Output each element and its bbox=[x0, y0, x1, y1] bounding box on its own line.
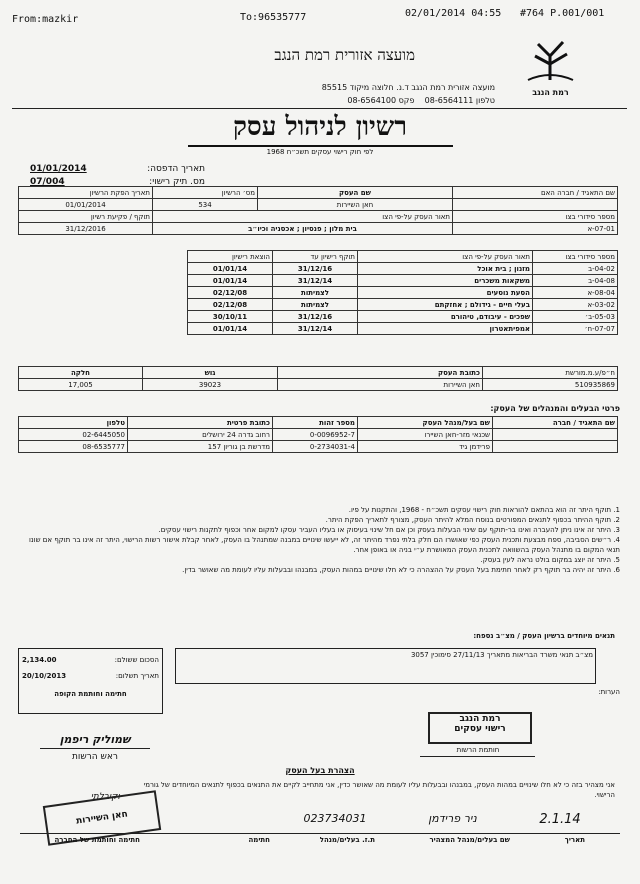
h-business-name: שם העסק bbox=[258, 187, 453, 199]
stamp-line1: רמת הנגב bbox=[459, 714, 501, 724]
owner-id: 0-2734031-4 bbox=[273, 441, 358, 453]
business-name: חאן השיירות bbox=[258, 199, 453, 211]
h-company-no: ח״פ/ע.מ.מורשת bbox=[483, 367, 618, 379]
h-validity: תוקף / פקיעת רשיון bbox=[19, 211, 153, 223]
owners-table bbox=[18, 416, 618, 453]
table-row bbox=[19, 323, 618, 335]
fax-to: To:96535777 bbox=[240, 12, 307, 23]
tree-icon bbox=[523, 36, 578, 84]
h-corp: שם התאגיד / חברה bbox=[493, 417, 618, 429]
h-issue-date: תאריך הפקת הרשיון bbox=[19, 187, 153, 199]
title-underline bbox=[188, 145, 453, 147]
note-item: 5. היתר זה יוצג במקום בולט נראה לעין בעסק. bbox=[480, 556, 620, 564]
owners-title: פרטי הבעלים והמנהלים של העסק: bbox=[490, 404, 620, 413]
item-desc: משקאות משכרים bbox=[358, 275, 533, 287]
fax-label: פקס bbox=[398, 96, 415, 105]
table-row bbox=[19, 275, 618, 287]
item-desc: הסעת נוסעים bbox=[358, 287, 533, 299]
note-item: 2. תוקף ההיתר בכפוף לתנאים המפורטים בנוסח המלא להיתר העסק, מצורף לתאריך הפקת היתר. bbox=[325, 516, 620, 524]
note-item: 4. ר״שים הסביבה, ספח מבצעת ותכנית העסק כפי שאושרו הם חלק בלתי נפרד מהיתר זה, לא ייעשו שינויים במבנה שמתנהל בו העסק, לאחר קבלת אישור רשות הרישוי, היתר זה אינו בר תוקף אם שונו תנאי המקום בו מתנהל העסק בהשוואה לתכנית העסק המאושרת ע״י בניה או באופן אחר. bbox=[28, 536, 620, 554]
head-sign-line bbox=[40, 748, 150, 749]
declaration-line bbox=[20, 833, 620, 834]
conditions-text: מצ״ב תנאי משרד הבריאות מתאריך 27/11/13 סימוכין 3057 bbox=[410, 651, 593, 659]
header-divider bbox=[12, 108, 627, 109]
authority-stamp-caption: חותמת הרשות bbox=[456, 746, 500, 754]
fax-from: From:mazkir bbox=[12, 14, 79, 25]
authority-stamp bbox=[428, 712, 532, 744]
item-valid: לצמיתות bbox=[273, 299, 358, 311]
h-id: מספר זהות bbox=[273, 417, 358, 429]
item-desc: שפכים - עיבודם, טיהורם bbox=[358, 311, 533, 323]
company-no: 510935869 bbox=[483, 379, 618, 391]
owner-corp bbox=[493, 441, 618, 453]
paid-amount: 2,134.00 bbox=[22, 656, 57, 664]
conditions-box bbox=[175, 648, 596, 684]
council-contact bbox=[347, 96, 495, 105]
table-row bbox=[19, 287, 618, 299]
owner-phone: 08-6535777 bbox=[19, 441, 128, 453]
description: בית מלון ; פנסיון ; אכסניה וכיו״ב bbox=[153, 223, 453, 235]
print-date-row bbox=[30, 164, 205, 174]
fax-datetime: 02/01/2014 04:55 bbox=[405, 8, 502, 19]
item-issued: 01/01/14 bbox=[188, 263, 273, 275]
phone-label: טלפון bbox=[475, 96, 495, 105]
notes bbox=[20, 505, 620, 575]
conditions-title: תנאים מיוחדים ברשיון העסק / מצ״ב נספח: bbox=[473, 632, 615, 640]
payment-box bbox=[18, 648, 163, 714]
owner-name: פרידמן גיד bbox=[358, 441, 493, 453]
declaration-text: אני מצהיר בזה כי לא חלו שינויים במהות העסק, במבנהו ובבעלות עליו לעומת מה שאושר כדין, אני מתחייב לקיים את התנאים בכפוף לתנאים המיוחדים של גורמי הרישוי. bbox=[143, 781, 615, 799]
item-desc: אמפיתאטרון bbox=[358, 323, 533, 335]
head-name: שמוליק ריפמן bbox=[59, 733, 131, 746]
license-title: רשיון לניהול עסק bbox=[232, 112, 407, 142]
decl-date-label: תאריך bbox=[564, 836, 585, 844]
owner-cell bbox=[453, 199, 618, 211]
h-item-desc: תאור העסק על-פי הצו bbox=[358, 251, 533, 263]
item-valid: 31/12/16 bbox=[273, 263, 358, 275]
address-table bbox=[18, 366, 618, 391]
stamp-line bbox=[420, 756, 535, 757]
fax-value: 08-6564100 bbox=[347, 96, 397, 105]
remarks-label: הערות: bbox=[598, 688, 620, 696]
item-desc: מזנון ; בית אוכל bbox=[358, 263, 533, 275]
license-subtitle: לפי חוק רישוי עסקים תשכ״ח 1968 bbox=[266, 148, 374, 156]
decl-name-label: שם בעלים/מנהל המצהיר bbox=[429, 836, 510, 844]
owner-phone: 02-6445050 bbox=[19, 429, 128, 441]
owner-addr: מדרשת בן גוריון 157 bbox=[128, 441, 273, 453]
h-helka: חלקה bbox=[19, 367, 143, 379]
license-no-label: מס. תיק רישוי: bbox=[149, 177, 205, 187]
item-desc: בעלי חיים - גידולם ; אחזקתם bbox=[358, 299, 533, 311]
logo-text: רמת הנגב bbox=[532, 88, 569, 97]
item-issued: 02/12/08 bbox=[188, 287, 273, 299]
h-item-issued: הוצאת רישיון bbox=[188, 251, 273, 263]
items-table bbox=[18, 250, 618, 335]
table-row bbox=[19, 441, 618, 453]
note-item: 1. תוקף היתר זה הוא בהתאם להוראות חוק רישוי עסקים תשכ״ח - 1968, והתקנות על פיו. bbox=[348, 506, 620, 514]
h-description: תאור העסק על-פי הצו bbox=[153, 211, 453, 223]
table-row bbox=[19, 429, 618, 441]
council-name: מועצה אזורית רמת הנגב bbox=[274, 46, 415, 64]
issue-date: 01/01/2014 bbox=[19, 199, 153, 211]
stamp-line2: רישוי עסקים bbox=[454, 724, 506, 734]
item-valid: 31/12/14 bbox=[273, 323, 358, 335]
table-row bbox=[19, 263, 618, 275]
decl-corp-label: חתימה וחותמת של החברה bbox=[54, 836, 140, 844]
item-valid: לצמיתות bbox=[273, 287, 358, 299]
declaration-title: הצהרת בעל העסק bbox=[285, 766, 355, 775]
item-valid: 31/12/16 bbox=[273, 311, 358, 323]
table-row bbox=[19, 299, 618, 311]
business-table bbox=[18, 186, 618, 235]
decl-date: 2.1.14 bbox=[539, 812, 581, 827]
h-item-valid: תוקף רישיון עד bbox=[273, 251, 358, 263]
declaration-labels bbox=[20, 836, 620, 848]
phone-value: 08-6564111 bbox=[424, 96, 474, 105]
declaration-signature: וקיבלתי bbox=[90, 792, 120, 802]
item-issued: 01/01/14 bbox=[188, 275, 273, 287]
item-serial: 05-03-ב׳ bbox=[533, 311, 618, 323]
h-gush: גוש bbox=[143, 367, 278, 379]
item-serial: 03-02-א bbox=[533, 299, 618, 311]
item-issued: 01/01/14 bbox=[188, 323, 273, 335]
h-phone: טלפון bbox=[19, 417, 128, 429]
h-serial: מספר סידורי בצו bbox=[453, 211, 618, 223]
item-valid: 31/12/14 bbox=[273, 275, 358, 287]
note-item: 6. היתר זה יהיה בר תוקף רק לאחר חתימת בעל העסק על ההצהרה כי לא חלו שינויים במהות העסק, במבנהו ובבעלות עליו לעומת מה שאושר בדין. bbox=[182, 566, 620, 574]
company-stamp: חאן השיירות bbox=[43, 790, 161, 845]
payment-date: 20/10/2013 bbox=[22, 672, 67, 680]
license-number: 534 bbox=[153, 199, 258, 211]
item-issued: 02/12/08 bbox=[188, 299, 273, 311]
council-logo bbox=[523, 36, 578, 98]
paid-label: הסכום ששולם: bbox=[114, 656, 159, 664]
license-no: 07/004 bbox=[30, 177, 65, 187]
council-address: מועצה אזורית רמת הנגב ד.נ. חלוצה מיקוד 85515 bbox=[321, 83, 495, 92]
h-item-serial: מספר סידורי בצו bbox=[533, 251, 618, 263]
business-address: חאן השיירות bbox=[278, 379, 483, 391]
validity: 31/12/2016 bbox=[19, 223, 153, 235]
cashier-stamp-label: חתימה וחותמת הקופה bbox=[54, 690, 127, 698]
owner-corp bbox=[493, 429, 618, 441]
h-owner: שם התאגיד / חברה האם bbox=[453, 187, 618, 199]
item-serial: 04-08-ב bbox=[533, 275, 618, 287]
decl-id: 023734031 bbox=[303, 812, 367, 825]
h-address: כתובת העסק bbox=[278, 367, 483, 379]
table-row bbox=[19, 311, 618, 323]
note-item: 3. היתר זה אינו ניתן להעברה ואינו בר-תוקף עם שינוי הבעלות בעסק וכן אם חל שינוי בעיסוק או בעליו העביר עסקו למקום אחר וכפוף לתקנות רישוי עסקים. bbox=[158, 526, 620, 534]
decl-id-label: ת.ז. בעלים/מנהל bbox=[319, 836, 375, 844]
owner-addr: רחוב גדרה 24 ירושלים bbox=[128, 429, 273, 441]
payment-date-label: תאריך תשלום: bbox=[115, 672, 159, 680]
head-title: ראש הרשות bbox=[71, 752, 119, 762]
decl-sign-label: חתימה bbox=[248, 836, 270, 844]
h-license-no: מס׳ הרשיון bbox=[153, 187, 258, 199]
print-date-label: תאריך הדפסה: bbox=[147, 164, 205, 174]
fax-page: #764 P.001/001 bbox=[520, 8, 605, 19]
serial: 07-01-א bbox=[453, 223, 618, 235]
gush: 39023 bbox=[143, 379, 278, 391]
item-serial: 07-07-ח׳ bbox=[533, 323, 618, 335]
item-issued: 30/10/11 bbox=[188, 311, 273, 323]
item-serial: 04-02-ב bbox=[533, 263, 618, 275]
item-serial: 08-04-א bbox=[533, 287, 618, 299]
conditions bbox=[175, 632, 615, 640]
h-owner-name: שם בעל/מנהל העסק bbox=[358, 417, 493, 429]
owner-name: שכנאי מזר-חאן השיירו bbox=[358, 429, 493, 441]
print-date: 01/01/2014 bbox=[30, 164, 87, 174]
h-private-addr: כתובת פרטית bbox=[128, 417, 273, 429]
decl-name: ניר פרידמן bbox=[428, 812, 477, 825]
helka: 17,005 bbox=[19, 379, 143, 391]
owner-id: 0-0096952-7 bbox=[273, 429, 358, 441]
